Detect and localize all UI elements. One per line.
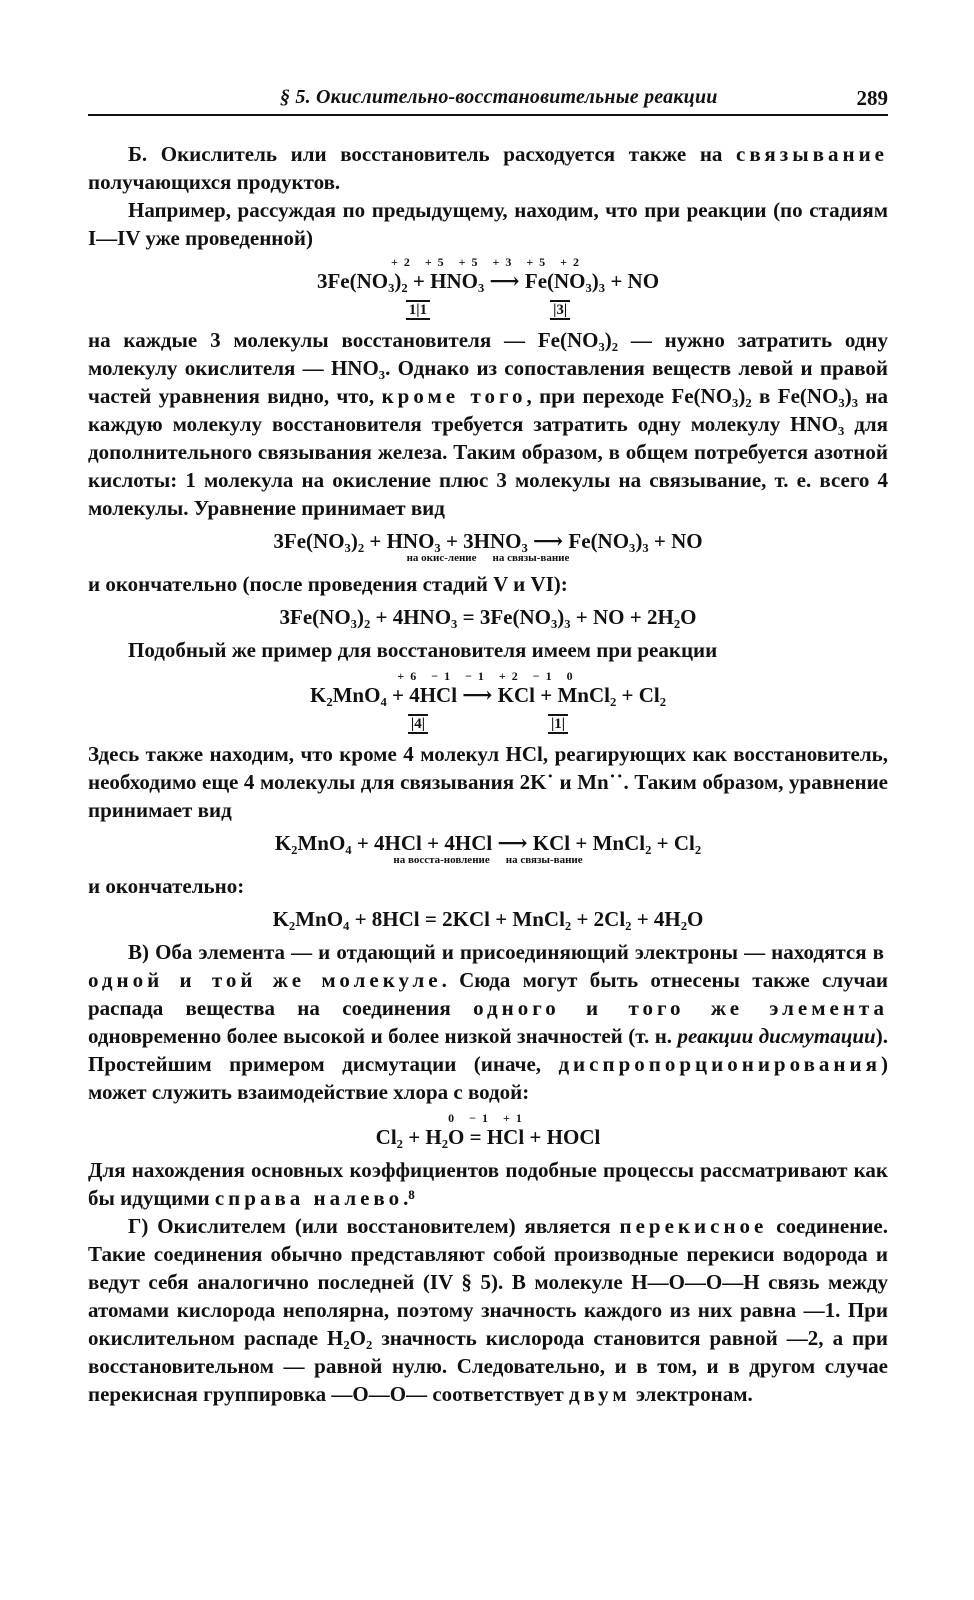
coefficient-box: |3| (550, 300, 570, 320)
coefficient-box: |4| (408, 714, 428, 734)
text-run: на каждые 3 молекулы восстановителя — Fe(NO₃)₂ — нужно затратить одну молекулу окислителя — HNO₃. Однако из сопоставления веществ левой и правой частей уравнения видно, что, (88, 328, 888, 408)
equation-text: 3Fe(NO₃)₂ + HNO₃ ⟶ Fe(NO₃)₃ + NO (316, 269, 660, 293)
spaced-text: диспропорционирования (558, 1052, 881, 1076)
text-run: получающихся продуктов. (88, 170, 341, 194)
text-run: электронам. (630, 1382, 753, 1406)
equation-labels (88, 552, 888, 564)
text-run: ). Простейшим примером дисмутации (иначе, (88, 1024, 888, 1076)
paragraph-g (88, 1212, 888, 1408)
equation-labels (88, 854, 888, 866)
text-run: . Сюда могут быть отнесены также случаи распада вещества на соединения (88, 968, 888, 1020)
equation-7 (88, 1112, 888, 1150)
text-run: .⁸ (403, 1186, 415, 1210)
paragraph-each (88, 326, 888, 522)
equation-5 (88, 830, 888, 866)
spaced-text: в одной и той же молекуле (88, 940, 888, 992)
paragraph-b (88, 140, 888, 196)
equation-text: K₂MnO₄ + 4HCl ⟶ KCl + MnCl₂ + Cl₂ (309, 683, 667, 707)
paragraph-coef (88, 1156, 888, 1212)
oxidation-states: +6 −1 −1 +2 −1 0 (397, 669, 579, 683)
header-title: § 5. Окислительно-восстановительные реакции (280, 86, 718, 108)
text-run: В) Оба элемента — и отдающий и присоединяющий электроны — находятся (128, 940, 873, 964)
equation-1 (88, 256, 888, 320)
equation-text: 3Fe(NO₃)₂ + HNO₃ + 3HNO₃ ⟶ Fe(NO₃)₃ + NO (273, 529, 703, 553)
equation-2 (88, 528, 888, 564)
text-run: Б. Окислитель или восстановитель расходуется также на (128, 142, 737, 166)
italic-text: реакции дисмутации (677, 1024, 876, 1048)
equation-text: K₂MnO₄ + 4HCl + 4HCl ⟶ KCl + MnCl₂ + Cl₂ (274, 831, 702, 855)
equation-4 (88, 670, 888, 734)
paragraph-final-2: и окончательно: (88, 874, 245, 898)
coefficient-box: 1|1 (406, 300, 430, 320)
paragraph-here: Здесь также находим, что кроме 4 молекул HCl, реагирующих как восстановитель, необходимо еще 4 молекулы для связывания 2K˙ и Mn˙˙. Таким образом, уравнение принимает вид (88, 742, 888, 822)
text-run: одновременно более высокой и более низкой значностей (т. н. (88, 1024, 678, 1048)
oxidation-states: 0 −1 +1 (448, 1111, 528, 1125)
spaced-text: одного и того же элемента (473, 996, 888, 1020)
label: на окис-ление (406, 552, 477, 564)
text-run: Г) Окислителем (или восстановителем) является (128, 1214, 620, 1238)
text-run: , при переходе Fe(NO₃)₂ в Fe(NO₃)₃ на каждую молекулу восстановителя требуется затратить одну молекулу HNO₃ для дополнительного связывания железа. Таким образом, в общем потребуется азотной кислоты: 1 молекула на окисление плюс 3 молекулы на связывание, т. е. всего 4 молекулы. Уравнение принимает вид (88, 384, 889, 520)
text-run: Для нахождения основных коэффициентов подобные процессы рассматривают как бы идущими (88, 1158, 888, 1210)
text-run: ) может служить взаимодействие хлора с водой: (88, 1052, 888, 1104)
spaced-text: связывание (736, 142, 888, 166)
text-run: соединение. Такие соединения обычно представляют собой производные перекиси водорода и ведут себя аналогично последней (IV § 5). В молекуле H—O—O—H связь между атомами кислорода неполярна, поэтому значность каждого из них равна —1. При окислительном распаде H₂O₂ значность кислорода становится равной —2, а при восстановительном — равной нулю. Следовательно, и в том, и в другом случае перекисная группировка —O—O— соответствует (88, 1214, 889, 1406)
spaced-text: двум (568, 1382, 631, 1406)
coefficient-box: |1| (548, 714, 568, 734)
spaced-text: справа налево (214, 1186, 404, 1210)
page-body (88, 140, 888, 1408)
page-number: 289 (856, 86, 888, 110)
paragraph-final-1: и окончательно (после проведения стадий V и VI): (88, 572, 568, 596)
label: на связы-вание (492, 552, 570, 564)
oxidation-states: +2 +5 +5 +3 +5 +2 (390, 255, 586, 269)
equation-6: K₂MnO₄ + 8HCl = 2KCl + MnCl₂ + 2Cl₂ + 4H₂O (272, 907, 704, 931)
paragraph-similar: Подобный же пример для восстановителя имеем при реакции (128, 638, 718, 662)
running-header (88, 84, 888, 116)
paragraph-example: Например, рассуждая по предыдущему, находим, что при реакции (по стадиям I—IV уже проведенной) (88, 198, 888, 250)
spaced-text: кроме того (381, 384, 527, 408)
paragraph-v (88, 938, 888, 1106)
equation-3: 3Fe(NO₃)₂ + 4HNO₃ = 3Fe(NO₃)₃ + NO + 2H₂O (279, 605, 697, 629)
equation-text: Cl₂ + H₂O = HCl + HOCl (375, 1125, 601, 1149)
spaced-text: перекисное (619, 1214, 768, 1238)
label: на связы-вание (505, 854, 583, 866)
label: на восста-новление (393, 854, 490, 866)
